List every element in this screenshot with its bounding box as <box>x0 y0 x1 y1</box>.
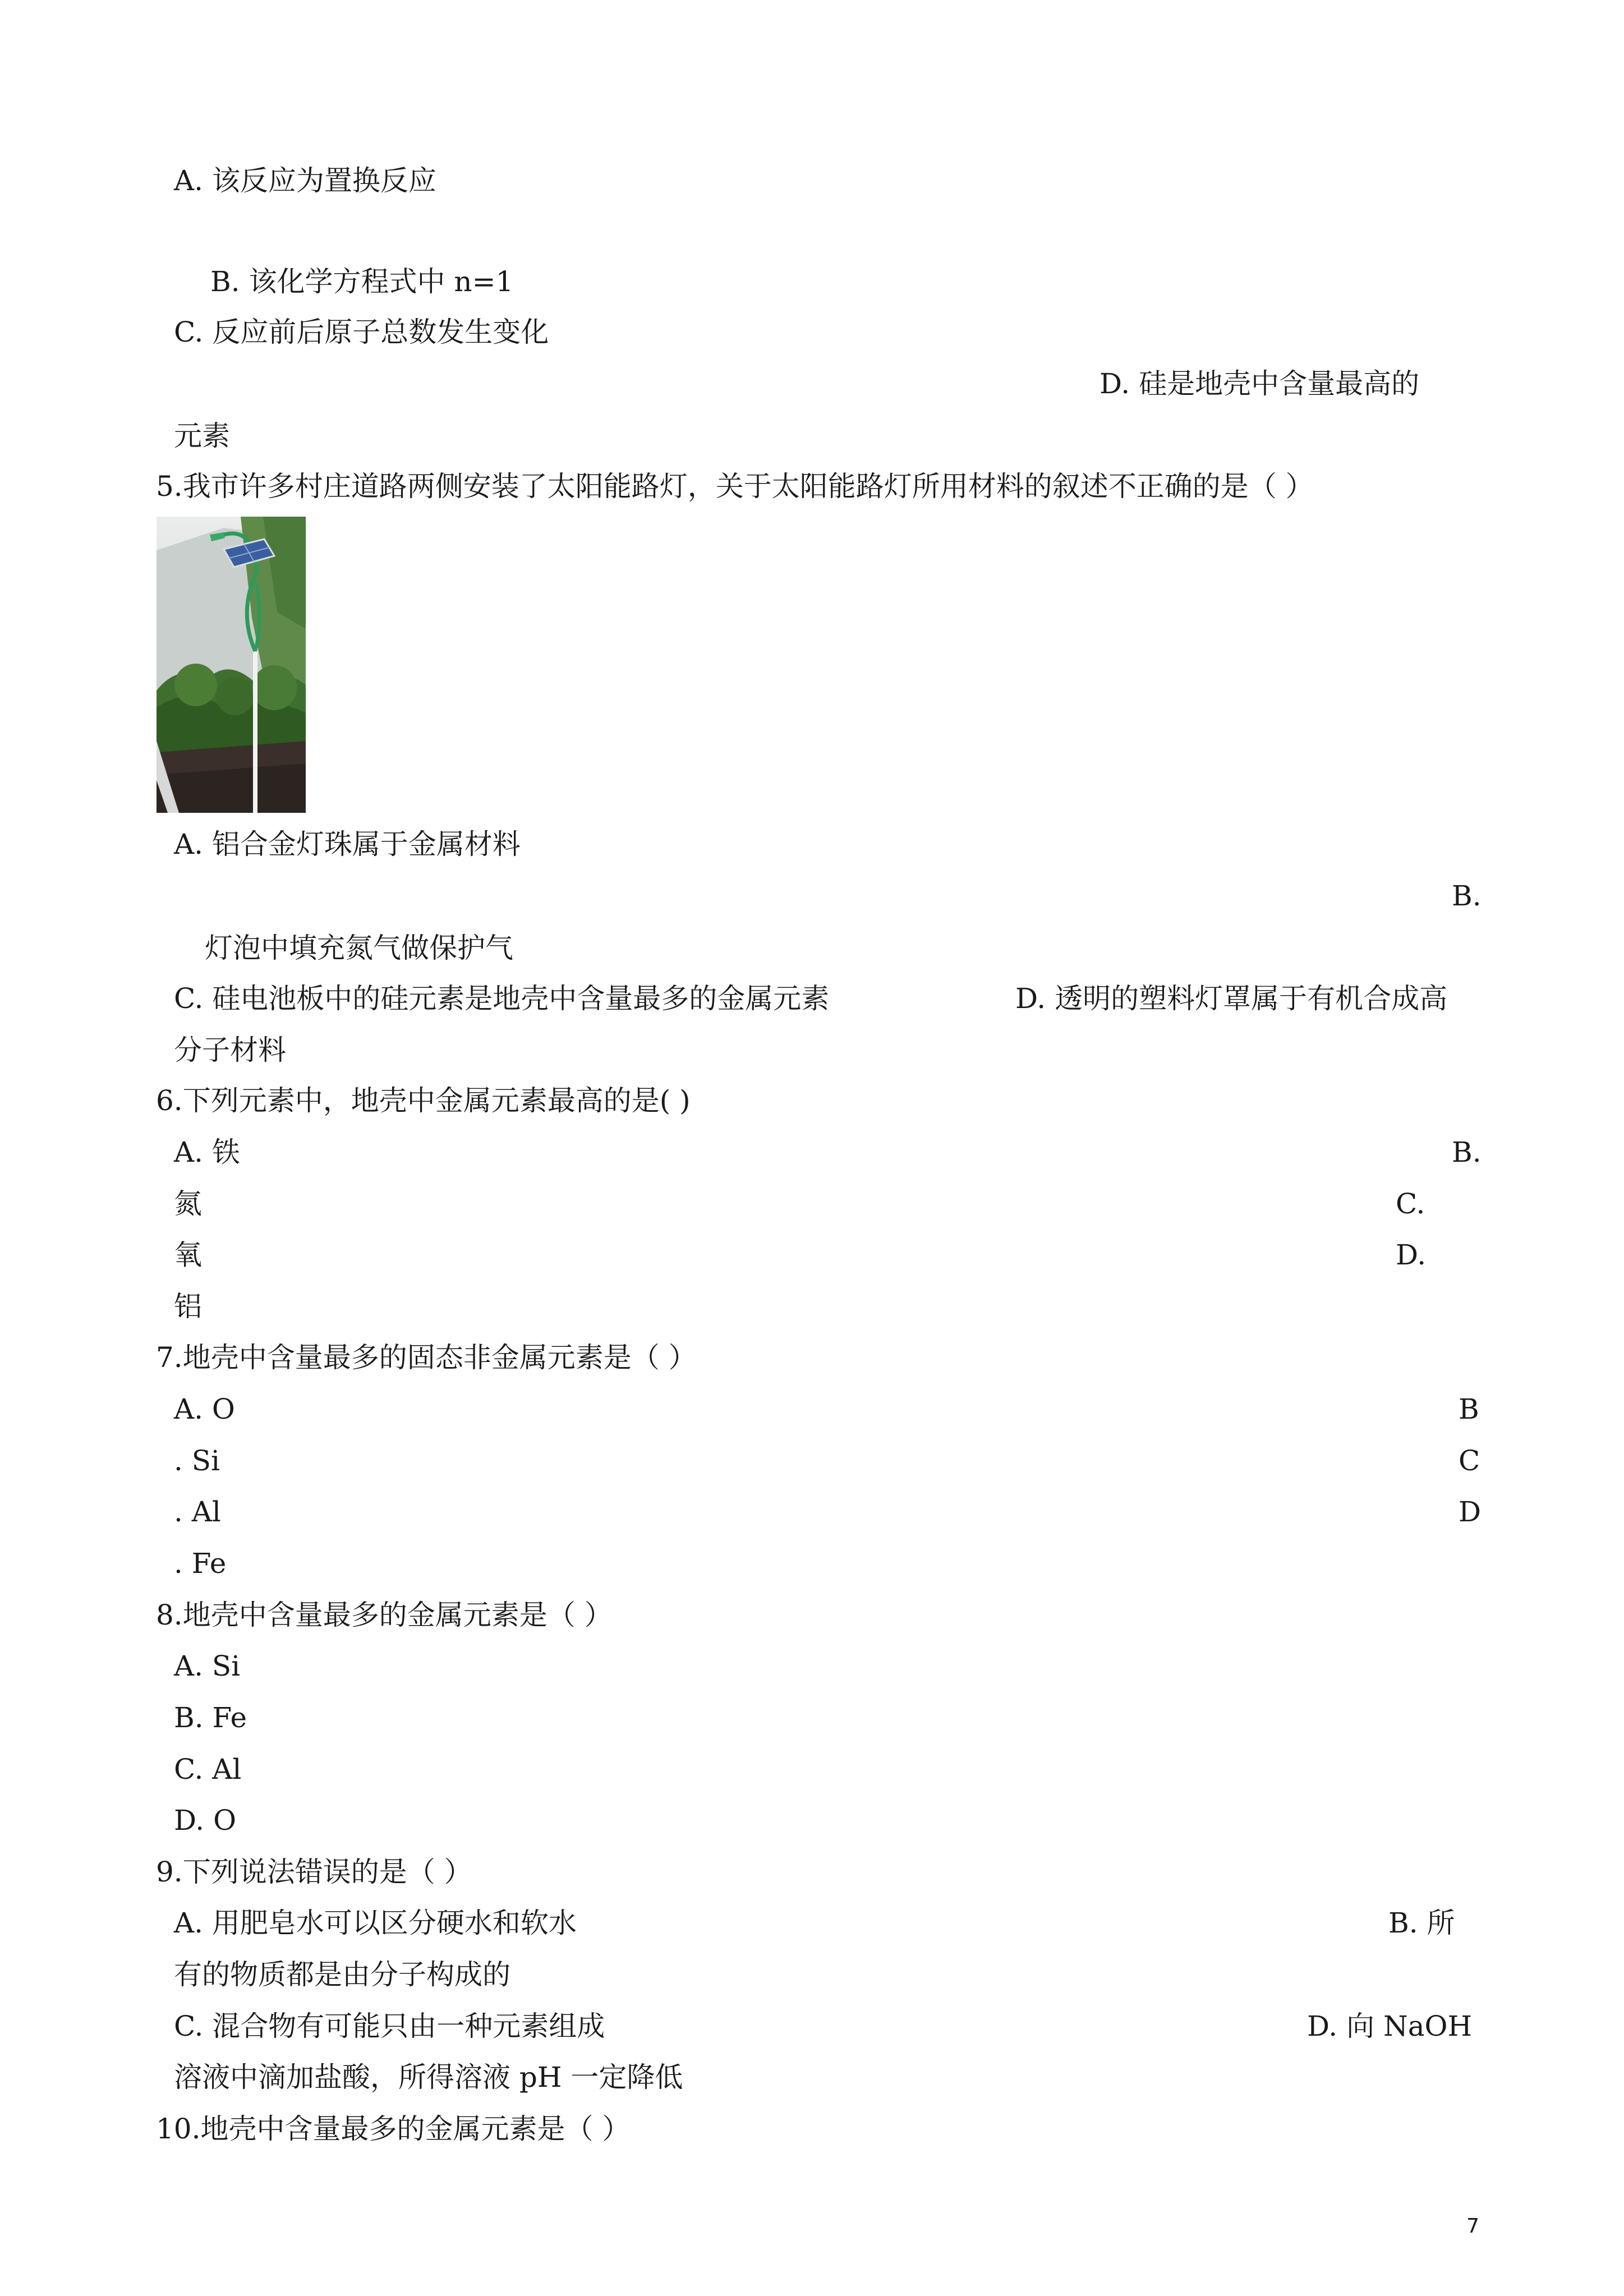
q9-option-b-continued: 有的物质都是由分子构成的 <box>174 1958 510 1991</box>
q6-stem: 6.下列元素中，地壳中金属元素最高的是( ) <box>156 1084 691 1117</box>
q5-option-b-text: 灯泡中填充氮气做保护气 <box>205 932 513 964</box>
q10-stem: 10.地壳中含量最多的金属元素是（ ） <box>156 2113 631 2145</box>
q5-option-c: C. 硅电池板中的硅元素是地壳中含量最多的金属元素 <box>174 982 830 1015</box>
q7-option-c-letter: C <box>1459 1444 1480 1477</box>
q5-stem: 5.我市许多村庄道路两侧安装了太阳能路灯，关于太阳能路灯所用材料的叙述不正确的是（ ） <box>156 470 1314 503</box>
q4-option-a: A. 该反应为置换反应 <box>174 164 436 197</box>
q5-option-a: A. 铝合金灯珠属于金属材料 <box>174 828 521 861</box>
page-number: 7 <box>1466 2215 1479 2238</box>
solar-streetlight-photo <box>157 517 306 813</box>
q6-option-b-text: 氮 <box>174 1188 202 1220</box>
q4-option-c: C. 反应前后原子总数发生变化 <box>174 316 549 348</box>
q7-option-b-letter: B <box>1459 1393 1479 1425</box>
q9-option-b: B. 所 <box>1388 1907 1455 1939</box>
q5-option-d-continued: 分子材料 <box>174 1034 286 1066</box>
q5-option-d: D. 透明的塑料灯罩属于有机合成高 <box>1015 982 1448 1015</box>
q7-option-d-letter: D <box>1459 1496 1482 1528</box>
q6-option-b-letter: B. <box>1452 1136 1482 1168</box>
q9-option-d: D. 向 NaOH <box>1307 2010 1473 2042</box>
q4-option-d-continued: 元素 <box>174 420 230 452</box>
q5-option-b-letter: B. <box>1452 880 1482 912</box>
q9-option-d-continued: 溶液中滴加盐酸，所得溶液 pH 一定降低 <box>174 2061 683 2093</box>
q8-option-b: B. Fe <box>174 1701 247 1734</box>
q9-option-a: A. 用肥皂水可以区分硬水和软水 <box>174 1907 577 1939</box>
q6-option-c-text: 氧 <box>174 1239 202 1271</box>
q7-option-c-text: . Al <box>174 1496 221 1528</box>
q6-option-d-text: 铝 <box>174 1290 202 1323</box>
q9-stem: 9.下列说法错误的是（ ） <box>156 1856 472 1888</box>
q7-option-a: A. O <box>174 1393 235 1425</box>
q7-option-b-text: . Si <box>174 1444 220 1477</box>
q6-option-c-letter: C. <box>1396 1188 1425 1220</box>
q4-option-d: D. 硅是地壳中含量最高的 <box>1099 367 1420 400</box>
q6-option-d-letter: D. <box>1396 1239 1427 1271</box>
q7-stem: 7.地壳中含量最多的固态非金属元素是（ ） <box>156 1341 697 1374</box>
q4-option-b: B. 该化学方程式中 n=1 <box>210 265 514 298</box>
q7-option-d-text: . Fe <box>174 1547 227 1580</box>
q8-stem: 8.地壳中含量最多的金属元素是（ ） <box>156 1599 613 1631</box>
q9-option-c: C. 混合物有可能只由一种元素组成 <box>174 2010 605 2042</box>
q6-option-a: A. 铁 <box>174 1136 240 1168</box>
q8-option-c: C. Al <box>174 1753 242 1786</box>
q8-option-d: D. O <box>174 1804 237 1837</box>
q8-option-a: A. Si <box>174 1650 241 1682</box>
